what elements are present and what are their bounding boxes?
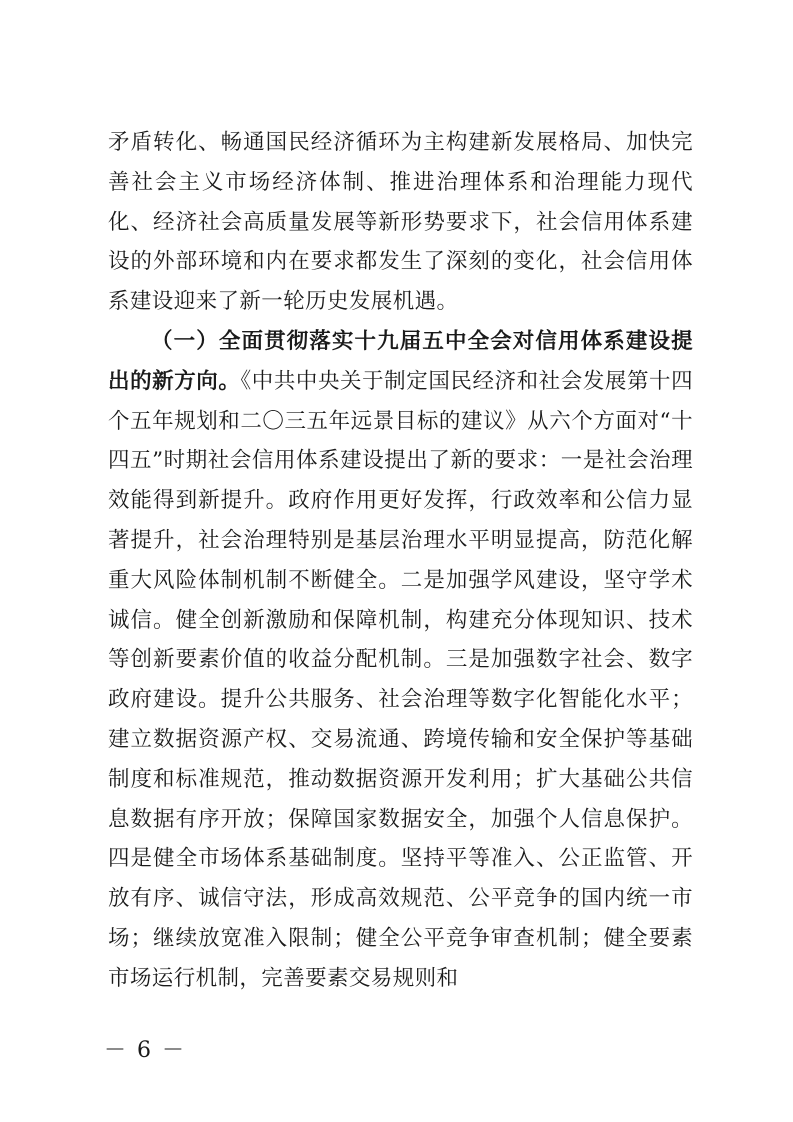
page-number: － 6 － bbox=[104, 1038, 186, 1063]
paragraph-text: 矛盾转化、畅通国民经济循环为主构建新发展格局、加快完善社会主义市场经济体制、推进治理体系和治理能力现代化、经济社会高质量发展等新形势要求下，社会信用体系建设的外部环境和内在要求都发生了深刻的变化，社会信用体系建设迎来了新一轮历史发展机遇。 bbox=[108, 130, 693, 315]
paragraph-text: 《中共中央关于制定国民经济和社会发展第十四个五年规划和二〇三五年远景目标的建议》从六个方面对“十四五”时期社会信用体系建设提出了新的要求：一是社会治理效能得到新提升。政府作用更好发挥，行政效率和公信力显著提升，社会治理特别是基层治理水平明显提高，防范化解重大风险体制机制不断健全。二是加强学风建设，坚守学术诚信。健全创新激励和保障机制，构建充分体现知识、技术等创新要素价值的收益分配机制。三是加强数字社会、数字政府建设。提升公共服务、社会治理等数字化智能化水平；建立数据资源产权、交易流通、跨境传输和安全保护等基础制度和标准规范，推动数据资源开发利用；扩大基础公共信息数据有序开放；保障国家数据安全，加强个人信息保护。四是健全市场体系基础制度。坚持平等准入、公正监管、开放有序、诚信守法，形成高效规范、公平竞争的国内统一市场；继续放宽准入限制；健全公平竞争审查机制；健全要素市场运行机制，完善要素交易规则和 bbox=[108, 368, 694, 991]
paragraph-section-one bbox=[108, 322, 693, 999]
paragraph-continuation bbox=[108, 123, 693, 322]
body-text bbox=[108, 123, 693, 999]
section-heading: （一）全面贯彻落实十九届五中全会对信用体系建设提出的新方向。 bbox=[108, 328, 693, 394]
